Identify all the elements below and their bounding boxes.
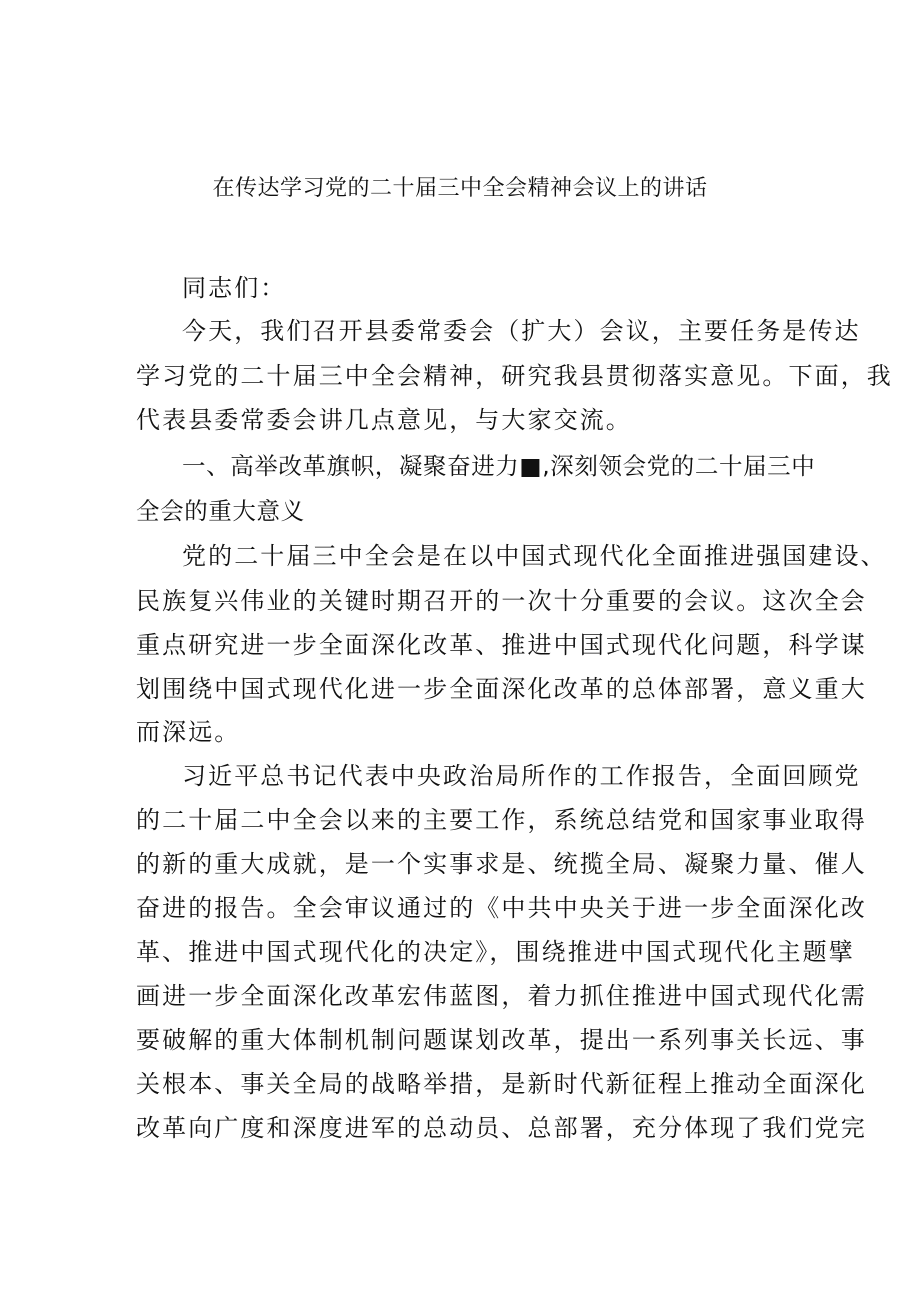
- paragraph-3-line-4: 奋进的报告。全会审议通过的《中共中央关于进一步全面深化改: [136, 894, 867, 922]
- paragraph-2-line-4: 划围绕中国式现代化进一步全面深化改革的总体部署，意义重大: [136, 675, 867, 703]
- section-1-heading-line-2: 全会的重大意义: [136, 497, 305, 525]
- salutation: 同志们：: [182, 274, 287, 302]
- paragraph-1-line-3: 代表县委常委会讲几点意见，与大家交流。: [136, 406, 632, 434]
- section-1-heading-line-1: 一、高举改革旗帜，凝聚奋进力■,深刻领会党的二十届三中: [182, 452, 816, 480]
- paragraph-3-line-5: 革、推进中国式现代化的决定》，围绕推进中国式现代化主题擘: [136, 938, 855, 966]
- paragraph-2-line-2: 民族复兴伟业的关键时期召开的一次十分重要的会议。这次全会: [136, 587, 867, 615]
- document-title: 在传达学习党的二十届三中全会精神会议上的讲话: [212, 176, 708, 201]
- paragraph-3-line-8: 关根本、事关全局的战略举措，是新时代新征程上推动全面深化: [136, 1070, 867, 1098]
- paragraph-2-line-5: 而深远。: [136, 718, 241, 746]
- paragraph-3-line-2: 的二十届二中全会以来的主要工作，系统总结党和国家事业取得: [136, 806, 867, 834]
- paragraph-3-line-3: 的新的重大成就，是一个实事求是、统揽全局、凝聚力量、催人: [136, 850, 867, 878]
- paragraph-3-line-6: 画进一步全面深化改革宏伟蓝图，着力抓住推进中国式现代化需: [136, 982, 867, 1010]
- paragraph-3-line-1: 习近平总书记代表中央政治局所作的工作报告，全面回顾党: [182, 762, 861, 790]
- paragraph-2-line-1: 党的二十届三中全会是在以中国式现代化全面推进强国建设、: [182, 542, 887, 570]
- paragraph-3-line-9: 改革向广度和深度进军的总动员、总部署，充分体现了我们党完: [136, 1114, 867, 1142]
- paragraph-1-line-1: 今天，我们召开县委常委会（扩大）会议，主要任务是传达: [182, 317, 861, 345]
- paragraph-3-line-7: 要破解的重大体制机制问题谋划改革，提出一系列事关长远、事: [136, 1026, 867, 1054]
- paragraph-2-line-3: 重点研究进一步全面深化改革、推进中国式现代化问题，科学谋: [136, 631, 867, 659]
- paragraph-1-line-2: 学习党的二十届三中全会精神，研究我县贯彻落实意见。下面，我: [136, 362, 893, 390]
